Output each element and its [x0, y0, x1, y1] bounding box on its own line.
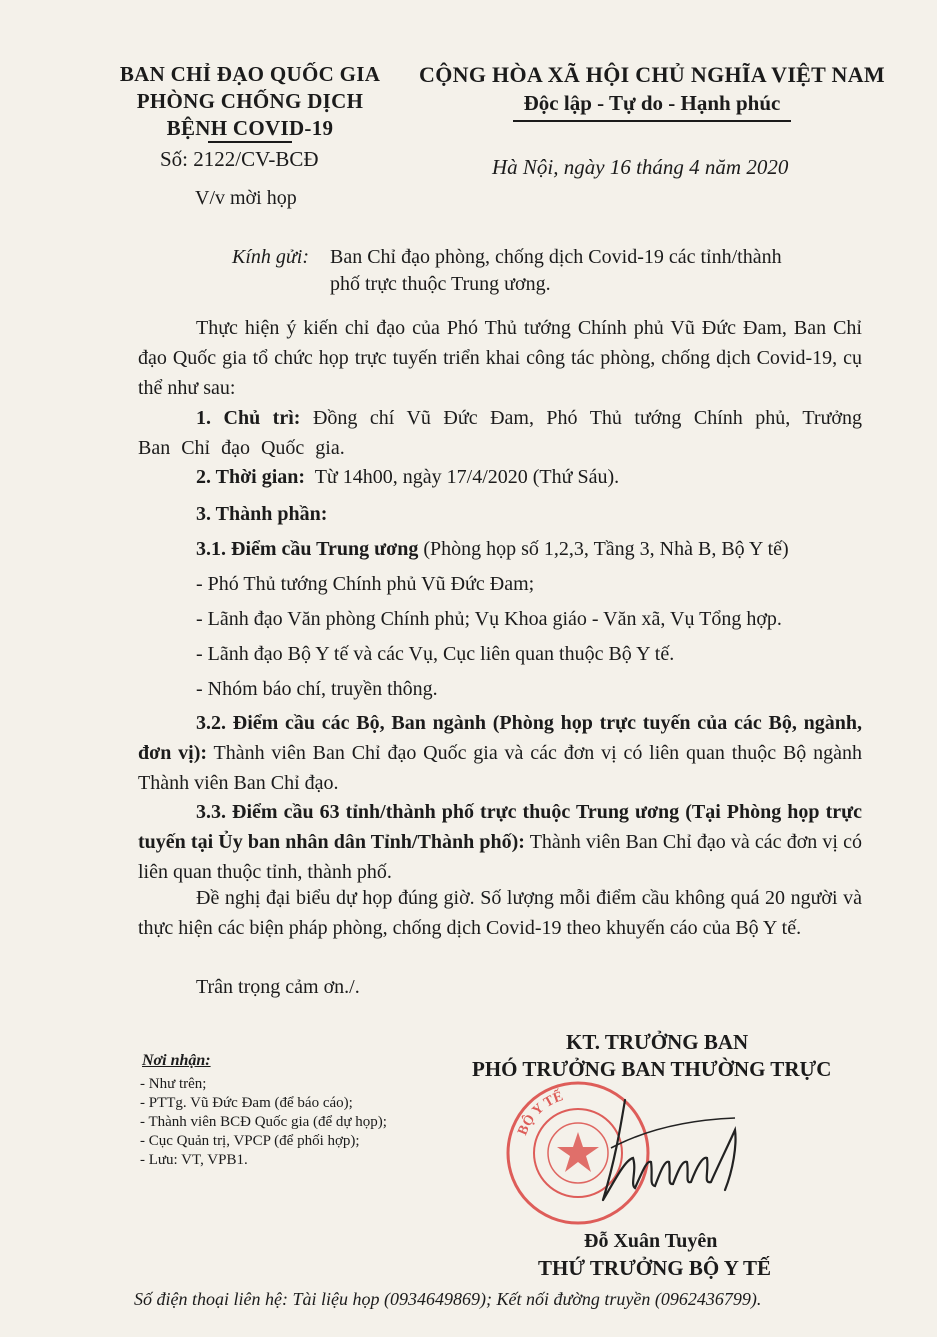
- recipient-item: - Cục Quản trị, VPCP (để phối hợp);: [140, 1133, 360, 1149]
- item-participants-label: 3. Thành phần:: [196, 503, 328, 525]
- signer-name: Đỗ Xuân Tuyên: [584, 1230, 718, 1252]
- org-name-line3: BỆNH COVID-19: [166, 116, 334, 140]
- intro-text: Thực hiện ý kiến chỉ đạo của Phó Thủ tướng Chính phủ Vũ Đức Đam, Ban Chỉ đạo Quốc gia tổ chức họp trực tuyến triển khai công tác phòng, chống dịch Covid-19, cụ thể như sau:: [138, 317, 862, 399]
- item-time-label: 2. Thời gian:: [196, 466, 306, 488]
- recipient-item: - Thành viên BCĐ Quốc gia (để dự họp);: [140, 1114, 387, 1130]
- org-name-line1: BAN CHỈ ĐẠO QUỐC GIA: [119, 62, 381, 86]
- item-province-point: [138, 797, 862, 887]
- intro-paragraph: [138, 313, 862, 403]
- item-chair-text: Đồng chí Vũ Đức Đam, Phó Thủ tướng Chính phủ, Trưởng Ban Chỉ đạo Quốc gia.: [138, 407, 863, 459]
- thanks-line: Trân trọng cảm ơn./.: [196, 976, 360, 998]
- recipients-title: Nơi nhận:: [142, 1052, 211, 1069]
- signer-position: THỨ TRƯỞNG BỘ Y TẾ: [538, 1256, 771, 1280]
- document-number: Số: 2122/CV-BCĐ: [160, 147, 319, 171]
- bullet-item: - Phó Thủ tướng Chính phủ Vũ Đức Đam;: [196, 573, 535, 595]
- signature-title-2: PHÓ TRƯỞNG BAN THƯỜNG TRỰC: [472, 1057, 832, 1081]
- recipient-item: - Lưu: VT, VPB1.: [140, 1152, 248, 1168]
- item-province-point-label: 3.3. Điểm cầu 63 tỉnh/thành phố trực thuộc Trung ương (Tại Phòng họp trực tuyến tại Ủy ban nhân dân Tỉnh/Thành phố):: [138, 801, 862, 853]
- footer-contact: Số điện thoại liên hệ: Tài liệu họp (0934649869); Kết nối đường truyền (0962436799).: [134, 1289, 762, 1309]
- item-central-point-text: (Phòng họp số 1,2,3, Tầng 3, Nhà B, Bộ Y tế): [423, 538, 789, 560]
- bullet-item: - Lãnh đạo Văn phòng Chính phủ; Vụ Khoa giáo - Văn xã, Vụ Tổng hợp.: [196, 608, 782, 630]
- recipient-line2: phố trực thuộc Trung ương.: [330, 273, 551, 295]
- item-ministry-point-text: Thành viên Ban Chỉ đạo Quốc gia và các đơn vị có liên quan thuộc Bộ ngành Thành viên Ban Chỉ đạo.: [138, 742, 863, 794]
- closing-paragraph: [138, 883, 862, 943]
- bullet-item: - Lãnh đạo Bộ Y tế và các Vụ, Cục liên quan thuộc Bộ Y tế.: [196, 643, 675, 665]
- place-date: Hà Nội, ngày 16 tháng 4 năm 2020: [492, 155, 789, 179]
- item-central-point: [196, 538, 789, 561]
- recipient-item: - PTTg. Vũ Đức Đam (để báo cáo);: [140, 1095, 353, 1111]
- item-time: [196, 466, 619, 489]
- bullet-item: - Nhóm báo chí, truyền thông.: [196, 678, 438, 700]
- item-central-point-label: 3.1. Điểm cầu Trung ương: [196, 538, 419, 560]
- item-chair-label: 1. Chủ trì:: [196, 407, 301, 429]
- recipient-label: Kính gửi:: [232, 246, 310, 268]
- item-ministry-point-label: 3.2. Điểm cầu các Bộ, Ban ngành (Phòng họp trực tuyến của các Bộ, ngành, đơn vị):: [138, 712, 862, 764]
- recipient-item: - Như trên;: [140, 1076, 207, 1092]
- signature-title-1: KT. TRƯỞNG BAN: [566, 1030, 749, 1054]
- recipient-line1: Ban Chỉ đạo phòng, chống dịch Covid-19 các tỉnh/thành: [330, 246, 782, 268]
- document-subject: V/v mời họp: [195, 187, 297, 209]
- nation-motto: Độc lập - Tự do - Hạnh phúc: [523, 91, 781, 115]
- closing-text: Đề nghị đại biểu dự họp đúng giờ. Số lượng mỗi điểm cầu không quá 20 người và thực hiện các biện pháp phòng, chống dịch Covid-19 theo khuyến cáo của Bộ Y tế.: [138, 887, 862, 939]
- motto-underline: [513, 120, 791, 122]
- item-time-text: Từ 14h00, ngày 17/4/2020 (Thứ Sáu).: [314, 466, 620, 488]
- item-province-point-text: Thành viên Ban Chỉ đạo và các đơn vị có liên quan thuộc tỉnh, thành phố.: [138, 831, 862, 883]
- org-name-line2: PHÒNG CHỐNG DỊCH: [136, 89, 364, 113]
- org-underline: [208, 141, 292, 143]
- item-chair: [138, 403, 862, 463]
- recipients-list: [140, 1075, 387, 1170]
- item-ministry-point: [138, 708, 862, 798]
- nation-title: CỘNG HÒA XÃ HỘI CHỦ NGHĨA VIỆT NAM: [419, 62, 885, 87]
- handwritten-signature: [585, 1090, 775, 1230]
- seal-text: BỘ Y TẾ: [515, 1089, 566, 1138]
